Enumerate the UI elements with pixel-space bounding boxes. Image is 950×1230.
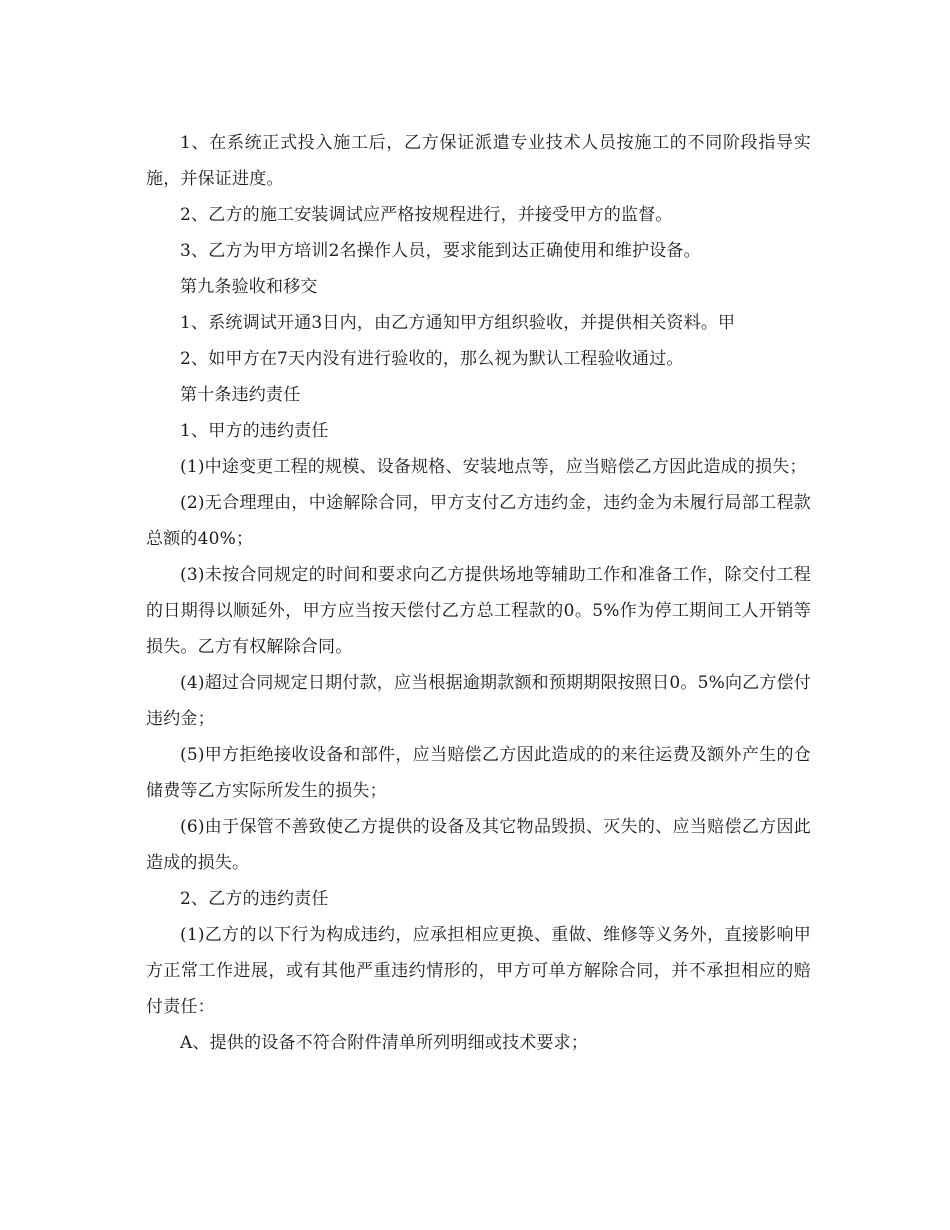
paragraph: 1、在系统正式投入施工后，乙方保证派遣专业技术人员按施工的不同阶段指导实施，并保证进度。	[146, 133, 811, 189]
paragraph: 2、乙方的施工安装调试应严格按规程进行，并接受甲方的监督。	[180, 205, 673, 225]
paragraph: (5)甲方拒绝接收设备和部件，应当赔偿乙方因此造成的的来往运费及额外产生的仓储费等乙方实际所发生的损失；	[146, 745, 811, 801]
paragraph: (4)超过合同规定日期付款，应当根据逾期款额和预期期限按照日0。5%向乙方偿付违约金；	[146, 673, 811, 729]
paragraph: A、提供的设备不符合附件清单所列明细或技术要求；	[180, 1033, 589, 1053]
document-body	[146, 125, 811, 1061]
paragraph: 2、如甲方在7天内没有进行验收的，那么视为默认工程验收通过。	[180, 349, 684, 369]
paragraph: (1)中途变更工程的规模、设备规格、安装地点等，应当赔偿乙方因此造成的损失；	[180, 457, 807, 477]
paragraph: 1、系统调试开通3日内，由乙方通知甲方组织验收，并提供相关资料。甲	[180, 313, 736, 333]
paragraph: (6)由于保管不善致使乙方提供的设备及其它物品毁损、灭失的、应当赔偿乙方因此造成的损失。	[146, 817, 811, 873]
paragraph: (1)乙方的以下行为构成违约，应承担相应更换、重做、维修等义务外，直接影响甲方正常工作进展，或有其他严重违约情形的，甲方可单方解除合同，并不承担相应的赔付责任：	[146, 925, 811, 1017]
subsection-heading: 1、甲方的违约责任	[180, 421, 329, 441]
section-heading: 第十条违约责任	[180, 385, 301, 405]
paragraph: (2)无合理理由，中途解除合同，甲方支付乙方违约金，违约金为未履行局部工程款总额的40%；	[146, 493, 811, 549]
section-heading: 第九条验收和移交	[180, 277, 318, 297]
paragraph: (3)未按合同规定的时间和要求向乙方提供场地等辅助工作和准备工作，除交付工程的日期得以顺延外，甲方应当按天偿付乙方总工程款的0。5%作为停工期间工人开销等损失。乙方有权解除合同。	[146, 565, 811, 657]
paragraph: 3、乙方为甲方培训2名操作人员，要求能到达正确使用和维护设备。	[180, 241, 701, 261]
subsection-heading: 2、乙方的违约责任	[180, 889, 329, 909]
